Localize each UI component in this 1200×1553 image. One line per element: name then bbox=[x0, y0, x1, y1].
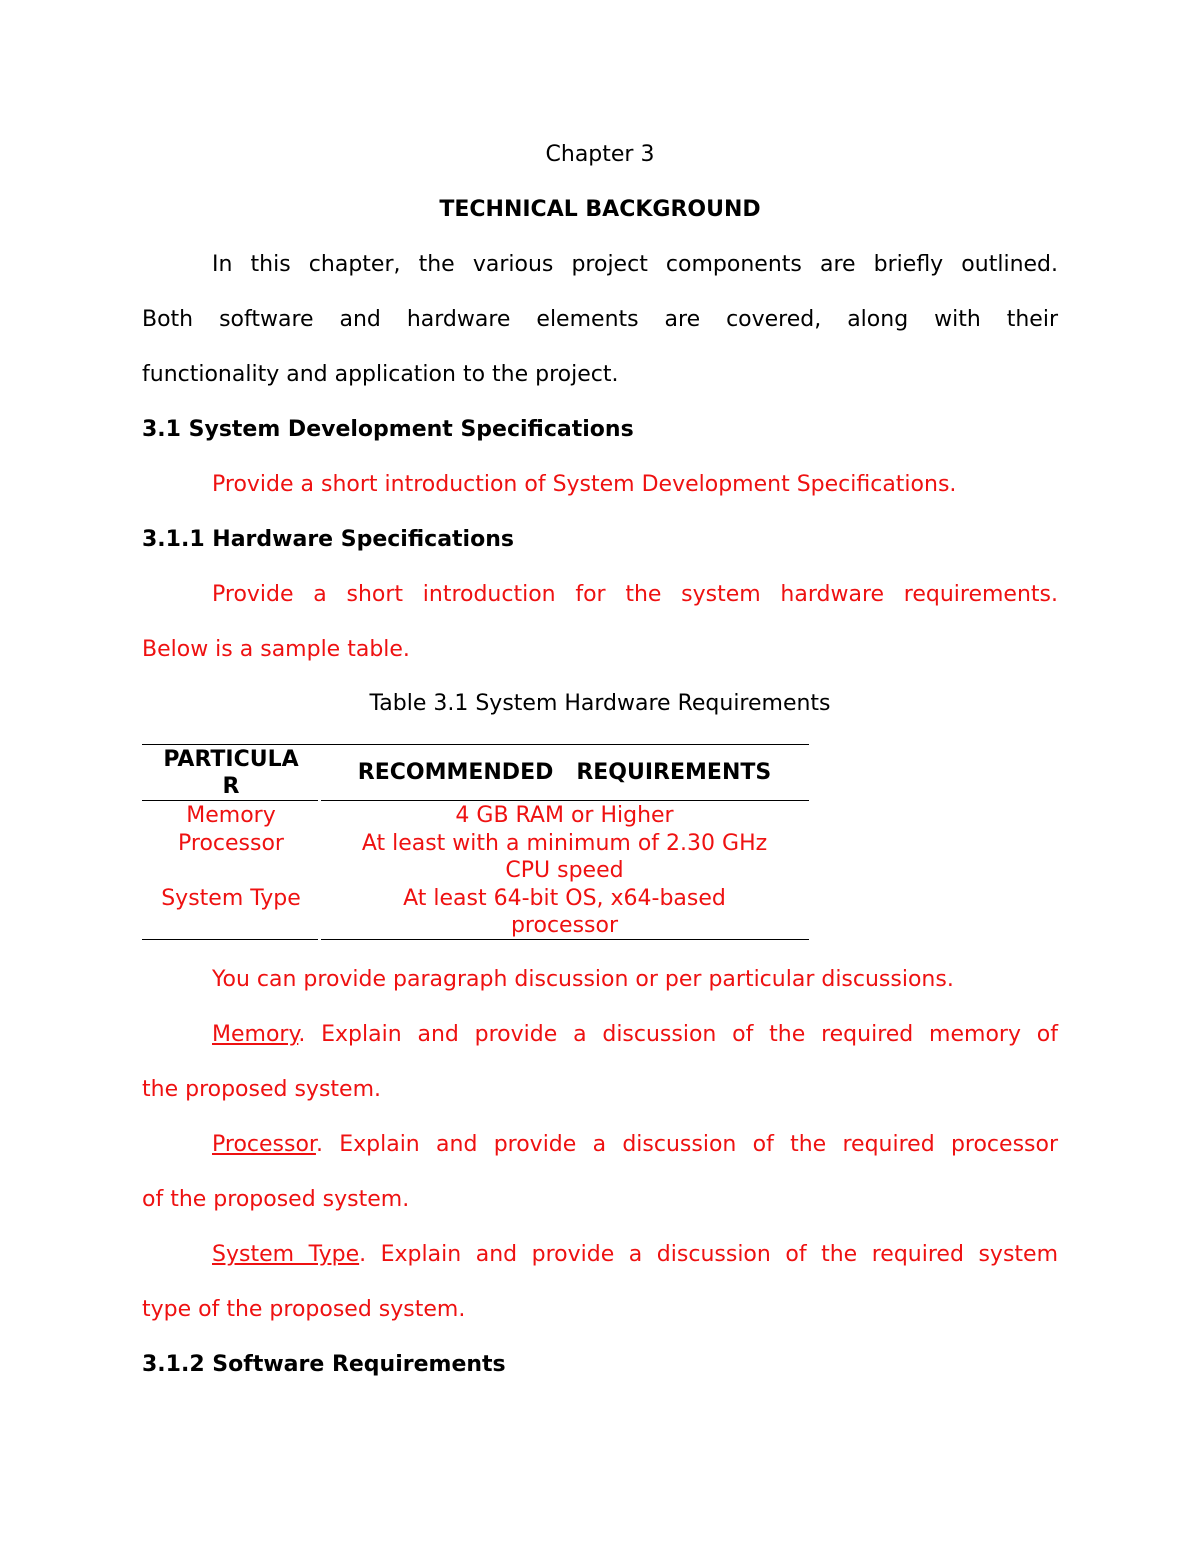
instruction-3-1-1-line-2: Below is a sample table. bbox=[142, 637, 410, 662]
table-row-1-particular: Memory bbox=[186, 803, 276, 828]
table-bottom-rule-left bbox=[142, 939, 318, 940]
instruction-3-1-1-line-1: Provide a short introduction for the system hardware requirements. bbox=[212, 582, 1058, 607]
systype-discussion-line-2: type of the proposed system. bbox=[142, 1297, 466, 1322]
intro-line-1: In this chapter, the various project components are briefly outlined. bbox=[212, 252, 1058, 277]
table-row-3-requirement-line-2: processor bbox=[510, 913, 619, 938]
table-header-rule-left bbox=[142, 800, 318, 801]
systype-discussion-line-1 bbox=[212, 1241, 1058, 1269]
heading-3-1-1: 3.1.1 Hardware Specifications bbox=[142, 527, 514, 552]
chapter-title: TECHNICAL BACKGROUND bbox=[439, 197, 761, 222]
processor-term: Processor bbox=[212, 1132, 316, 1157]
heading-3-1-2: 3.1.2 Software Requirements bbox=[142, 1352, 506, 1377]
memory-text: . Explain and provide a discussion of the required memory of bbox=[298, 1022, 1058, 1047]
table-header-particular-line-1: PARTICULA bbox=[163, 747, 299, 772]
table-bottom-rule-right bbox=[321, 939, 809, 940]
table-top-rule bbox=[142, 744, 809, 745]
heading-3-1: 3.1 System Development Specifications bbox=[142, 417, 634, 442]
processor-discussion-line-1 bbox=[212, 1131, 1058, 1159]
table-row-3-particular: System Type bbox=[161, 886, 301, 911]
systype-term: System Type bbox=[212, 1242, 360, 1267]
table-header-particular-line-2: R bbox=[222, 774, 240, 799]
table-caption: Table 3.1 System Hardware Requirements bbox=[369, 691, 831, 716]
table-header-particular bbox=[142, 746, 320, 800]
memory-discussion-line-2: the proposed system. bbox=[142, 1077, 381, 1102]
memory-term: Memory bbox=[212, 1022, 299, 1047]
table-row-2-requirement-line-1: At least with a minimum of 2.30 GHz bbox=[361, 831, 768, 856]
table-row-2-particular: Processor bbox=[178, 831, 284, 856]
table-row-1-requirement: 4 GB RAM or Higher bbox=[455, 803, 674, 828]
processor-text: . Explain and provide a discussion of the required processor bbox=[315, 1132, 1058, 1157]
processor-discussion-line-2: of the proposed system. bbox=[142, 1187, 410, 1212]
intro-line-3: functionality and application to the project. bbox=[142, 362, 619, 387]
instruction-3-1: Provide a short introduction of System Development Specifications. bbox=[212, 472, 957, 497]
intro-line-2: Both software and hardware elements are covered, along with their bbox=[142, 307, 1058, 332]
table-row-2-requirement-line-2: CPU speed bbox=[505, 858, 624, 883]
table-header-rule-right bbox=[321, 800, 809, 801]
table-row-3-requirement-line-1: At least 64-bit OS, x64-based bbox=[403, 886, 726, 911]
chapter-label: Chapter 3 bbox=[545, 142, 655, 167]
table-row-3-requirement bbox=[320, 885, 809, 939]
systype-text: . Explain and provide a discussion of the required system bbox=[359, 1242, 1058, 1267]
memory-discussion-line-1 bbox=[212, 1021, 1058, 1049]
table-row-2-requirement bbox=[320, 830, 809, 884]
discussion-lead: You can provide paragraph discussion or per particular discussions. bbox=[212, 967, 954, 992]
table-header-requirements: RECOMMENDED REQUIREMENTS bbox=[357, 760, 772, 785]
